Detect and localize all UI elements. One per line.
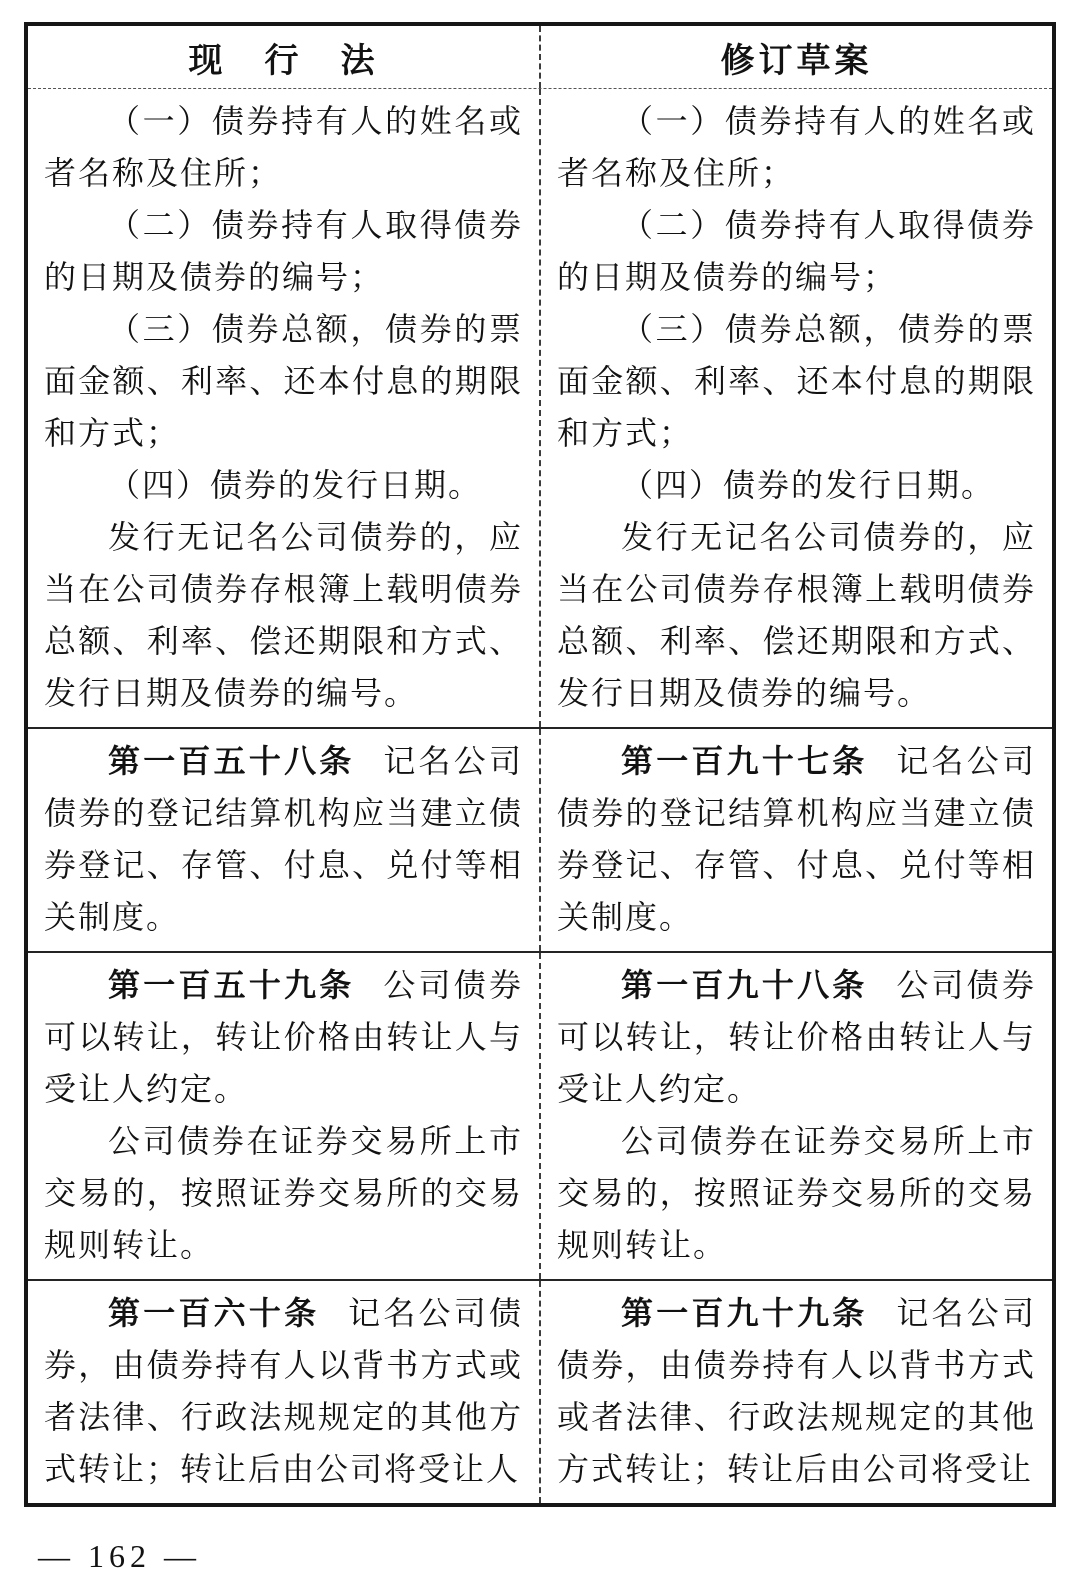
paragraph: （三）债券总额，债券的票面金额、利率、还本付息的期限和方式； bbox=[44, 311, 523, 451]
column-header-revision-draft: 修订草案 bbox=[720, 41, 873, 80]
column-header-current-law: 现 行 法 bbox=[28, 26, 541, 88]
paragraph: 发行无记名公司债券的，应当在公司债券存根簿上载明债券总额、利率、偿还期限和方式、发行日期及债券的编号。 bbox=[557, 519, 1036, 711]
paragraph: （二）债券持有人取得债券的日期及债券的编号； bbox=[557, 207, 1036, 295]
cell-revision-draft bbox=[541, 89, 1052, 727]
cell-current-law bbox=[28, 729, 541, 951]
cell-current-law bbox=[28, 89, 541, 727]
article-number: 第一百五十八条 bbox=[108, 743, 355, 779]
paragraph: 发行无记名公司债券的，应当在公司债券存根簿上载明债券总额、利率、偿还期限和方式、发行日期及债券的编号。 bbox=[44, 519, 523, 711]
article-number: 第一百九十八条 bbox=[621, 967, 868, 1003]
paragraph: 第一百九十七条 记名公司债券的登记结算机构应当建立债券登记、存管、付息、兑付等相关制度。 bbox=[557, 743, 1036, 935]
table-row bbox=[28, 727, 1052, 951]
article-number: 第一百六十条 bbox=[108, 1295, 320, 1331]
paragraph: （二）债券持有人取得债券的日期及债券的编号； bbox=[44, 207, 523, 295]
cell-revision-draft bbox=[541, 953, 1052, 1279]
table-header-row bbox=[28, 26, 1052, 89]
article-number: 第一百九十七条 bbox=[621, 743, 868, 779]
paragraph: （四）债券的发行日期。 bbox=[621, 467, 996, 503]
cell-revision-draft bbox=[541, 729, 1052, 951]
article-number: 第一百九十九条 bbox=[621, 1295, 868, 1331]
paragraph: 第一百九十八条 公司债券可以转让，转让价格由转让人与受让人约定。 bbox=[557, 967, 1036, 1107]
paragraph: 第一百六十条 记名公司债券，由债券持有人以背书方式或者法律、行政法规规定的其他方式转让；转让后由公司将受让人 bbox=[44, 1295, 523, 1487]
table-row bbox=[28, 89, 1052, 727]
page-number: — 162 — bbox=[38, 1538, 201, 1574]
article-number: 第一百五十九条 bbox=[108, 967, 355, 1003]
paragraph: 公司债券在证券交易所上市交易的，按照证券交易所的交易规则转让。 bbox=[44, 1123, 523, 1263]
paragraph: （四）债券的发行日期。 bbox=[108, 467, 483, 503]
paragraph: 第一百九十九条 记名公司债券，由债券持有人以背书方式或者法律、行政法规规定的其他方式转让；转让后由公司将受让 bbox=[557, 1295, 1036, 1487]
paragraph: 公司债券在证券交易所上市交易的，按照证券交易所的交易规则转让。 bbox=[557, 1123, 1036, 1263]
paragraph: 第一百五十八条 记名公司债券的登记结算机构应当建立债券登记、存管、付息、兑付等相关制度。 bbox=[44, 743, 523, 935]
paragraph: 第一百五十九条 公司债券可以转让，转让价格由转让人与受让人约定。 bbox=[44, 967, 523, 1107]
paragraph: （一）债券持有人的姓名或者名称及住所； bbox=[44, 103, 523, 191]
paragraph: （一）债券持有人的姓名或者名称及住所； bbox=[557, 103, 1036, 191]
table-row bbox=[28, 1279, 1052, 1503]
table-body bbox=[28, 89, 1052, 1503]
cell-revision-draft bbox=[541, 1281, 1052, 1503]
cell-current-law bbox=[28, 953, 541, 1279]
comparison-table bbox=[24, 22, 1056, 1507]
cell-current-law bbox=[28, 1281, 541, 1503]
table-row bbox=[28, 951, 1052, 1279]
paragraph: （三）债券总额，债券的票面金额、利率、还本付息的期限和方式； bbox=[557, 311, 1036, 451]
